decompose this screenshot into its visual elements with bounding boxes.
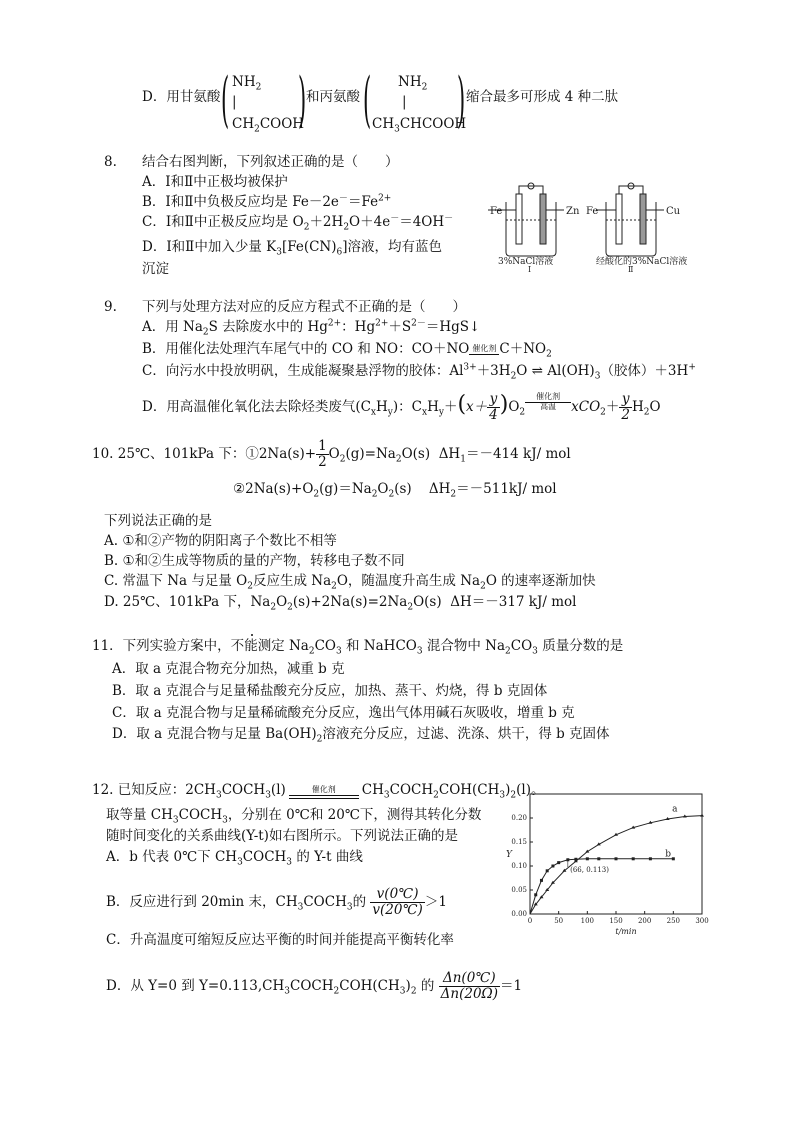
q11-d: D．取 a 克混合物与足量 $Ba(OH)_2$溶液充分反应，过滤、洗涤、烘干，得 b 克固体 (112, 726, 610, 745)
annotation: (66, 0.113) (570, 865, 609, 874)
q8-c: C．Ⅰ和Ⅱ中正极反应均是 $O_2+2H_2O+4e^-=4OH^-$ (142, 213, 454, 233)
point-b (632, 857, 635, 860)
gly-top: $NH_2$ (232, 74, 262, 93)
x-tick-label: 250 (666, 917, 681, 925)
q11-a: A．取 a 克混合物充分加热，减重 b 克 (112, 661, 345, 677)
point-a (700, 814, 704, 817)
paren-right-1: ) (298, 65, 307, 135)
q8-d-cont: 沉淀 (142, 261, 169, 277)
y-tick-label: 0.00 (511, 910, 527, 918)
q10-b: B. ①和②生成等物质的量的产物，转移电子数不同 (104, 553, 405, 569)
point-b (586, 857, 589, 860)
y-tick-label: 0.10 (511, 862, 527, 870)
q7-mid: 和丙氨酸 (306, 89, 360, 105)
q10-line1: 10. 25℃、101kPa 下：①2Na(s)+ $\frac{1}{2}$ $O_2(g)=Na_2O(s)$ $\Delta H_1=-414$ kJ/ mol (92, 438, 571, 470)
point-b (649, 857, 652, 860)
point-b (597, 857, 600, 860)
q10-a: A. ①和②产物的阴阳离子个数比不相等 (104, 533, 337, 549)
q9-num: 9. (104, 299, 117, 315)
q10-stem: 下列说法正确的是 (104, 513, 212, 529)
fig-zn: Zn (566, 206, 580, 217)
x-axis-label: t/min (615, 927, 637, 936)
fig-cu: Cu (666, 206, 681, 217)
q8-stem: 结合右图判断，下列叙述正确的是（ ） (142, 154, 399, 170)
q8-d: D．Ⅰ和Ⅱ中加入少量 $K_3[Fe(CN)_6]$溶液，均有蓝色 (142, 239, 443, 258)
y-axis-label: Y (506, 850, 512, 860)
q12-b: B．反应进行到 20min 末，$CH_3COCH_3$的 $\frac{v(0℃)}{v(20℃)}$ ＞1 (106, 886, 447, 918)
q7-d-label: D．用甘氨酸 (142, 89, 221, 105)
q10-line2: $②2Na(s)+O_2(g)=Na_2O_2(s)$ $\Delta H_2=-511kJ/$ mol (233, 481, 557, 500)
fig-cap1: 3%NaCl溶液 (498, 257, 554, 267)
q8-electrochem-figure (486, 180, 716, 272)
series-label-b: b (665, 849, 672, 860)
point-b (534, 893, 537, 896)
q9-d: D．用高温催化氧化法去除烃类废气$(C_xH_y)$：$C_xH_y+(x+$ $\frac{y}{4}$ )$O_2$ 催化剂 高温 xCO$_2$＋ $\frac{y}{2}$ $H_2O$ (142, 391, 661, 423)
q11-b: B．取 a 克混合与足量稀盐酸充分反应，加热、蒸干、灼烧，得 b 克固体 (112, 683, 548, 699)
q8-b: B．Ⅰ和Ⅱ中负极反应均是 $Fe-2e^-=Fe^{2+}$ (142, 193, 392, 210)
q10-c: C. 常温下 Na 与足量 $O_2$反应生成 $Na_2O$，随温度升高生成 $Na_2O$ 的速率逐渐加快 (104, 573, 596, 592)
y-tick-label: 0.05 (511, 886, 527, 894)
paren-right-2: ) (457, 65, 466, 135)
fig-fe1: Fe (490, 206, 503, 217)
q12-d: D．从 Y=0 到 $Y=0.113,CH_3COCH_2COH(CH_3)_2$ 的 $\frac{\Delta n(0℃)}{\Delta n(20\Omega)}$ ＝1 (106, 970, 523, 1002)
paren-left-1: ( (221, 65, 230, 135)
q8-num: 8. (104, 154, 117, 170)
q12-line3: 随时间变化的关系曲线(Y-t)如右图所示。下列说法正确的是 (106, 828, 458, 844)
q12-line2: 取等量 $CH_3COCH_3$，分别在 0℃和 20℃下，测得其转化分数 (106, 807, 482, 826)
point-b (574, 858, 577, 861)
paren-left-2: ( (363, 65, 372, 135)
point-b (557, 861, 560, 864)
x-tick-label: 200 (637, 917, 652, 925)
x-tick-label: 100 (580, 917, 595, 925)
q12-reaction: 12. 已知反应：$2CH_3COCH_3(l)$ 催化剂 $CH_3COCH_2COH(CH_3)_2(l)$。 (92, 782, 545, 801)
ala-top: $NH_2$ (398, 74, 428, 93)
point-b (615, 857, 618, 860)
ala-bot: $CH_3CHCOOH$ (372, 116, 467, 135)
point-b (540, 879, 543, 882)
fig-ii: Ⅱ (628, 265, 634, 272)
q11-stem: 11．下列实验方案中，不能测定 $Na_2CO_3$ 和 NaHCO$_3$ 混合物中 $Na_2CO_3$ 质量分数的是 (92, 638, 624, 657)
gly-bot: $CH_2COOH$ (232, 116, 305, 135)
q7-option-d (142, 88, 220, 106)
q12-a: A．b 代表 0℃下 $CH_3COCH_3$ 的 Y-t 曲线 (106, 849, 363, 868)
point-b (551, 865, 554, 868)
x-tick-label: 150 (609, 917, 623, 925)
q9-stem: 下列与处理方法对应的反应方程式不正确的是（ ） (142, 299, 466, 315)
fig-cap2: 经酸化的3%NaCl溶液 (596, 257, 688, 267)
q7-end: 缩合最多可形成 4 种二肽 (466, 89, 619, 105)
gly-bar: | (232, 94, 237, 110)
q9-b: B．用催化法处理汽车尾气中的 CO 和 NO：CO＋NO 催化剂 $C+NO_2$ (142, 341, 552, 360)
y-tick-label: 0.20 (511, 814, 527, 822)
q12-c: C．升高温度可缩短反应达平衡的时间并能提高平衡转化率 (106, 932, 454, 948)
y-tick-label: 0.15 (511, 838, 527, 846)
ala-bar: | (402, 94, 407, 110)
q9-a: A．用 $Na_2S$ 去除废水中的 $Hg^{2+}$：$Hg^{2+}+S^{2-}=HgS↓$ (142, 318, 481, 338)
q9-c: C．向污水中投放明矾，生成能凝聚悬浮物的胶体：$Al^{3+}+3H_2O$ ⇌ $Al(OH)_3$（胶体）＋3H+ (142, 362, 696, 382)
fig-i: Ⅰ (528, 265, 532, 272)
q12-chart (498, 788, 713, 943)
x-tick-label: 300 (695, 917, 709, 925)
q8-a: A．Ⅰ和Ⅱ中正极均被保护 (142, 174, 288, 190)
fig-fe2: Fe (586, 206, 599, 217)
series-label-a: a (672, 804, 678, 815)
x-tick-label: 0 (527, 917, 533, 925)
point-b (672, 857, 675, 860)
q11-c: C．取 a 克混合物与足量稀硫酸充分反应，逸出气体用碱石灰吸收，增重 b 克 (112, 705, 575, 721)
x-tick-label: 50 (554, 917, 564, 925)
q10-d: D. 25℃、101kPa 下，$Na_2O_2(s)+2Na(s)=2Na_2O(s)$ ΔH＝－317 kJ/ mol (104, 594, 577, 613)
point-b (546, 869, 549, 872)
